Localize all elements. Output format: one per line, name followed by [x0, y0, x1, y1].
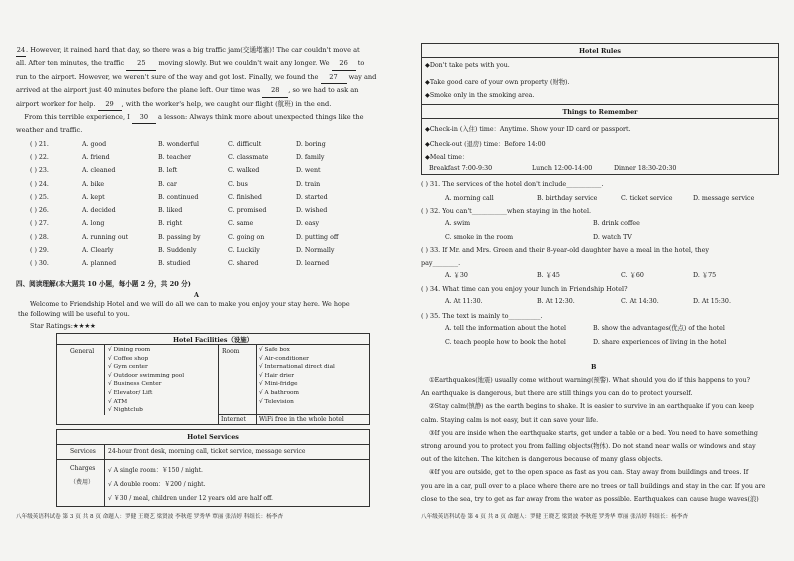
option-c: C. smoke in the room — [445, 234, 514, 241]
choice-number: ( ) 28. — [30, 234, 49, 241]
option-d: D. message service — [693, 195, 755, 202]
facility-item: √ Television — [259, 398, 294, 405]
star-ratings: Star Ratings:★★★★ — [30, 322, 96, 330]
divider — [218, 414, 370, 415]
passage-line-4: arrived at the airport just 40 minutes before the plane left. Our time was 28 , so we had to ask an — [16, 84, 386, 97]
divider — [421, 104, 779, 105]
option-b: B. drink coffee — [593, 220, 640, 227]
charges-list — [108, 464, 273, 506]
right-page — [397, 0, 794, 561]
passage-b-line: calm. Staying calm is not easy, but it can save your life. — [421, 416, 599, 424]
option-b: B. left — [158, 167, 178, 174]
option-b: B. show the advantages(优点) of the hotel — [593, 325, 725, 332]
meal-breakfast: Breakfast 7:00-9:30 — [429, 165, 493, 172]
passage-line-2: all. After ten minutes, the traffic 25 moving slowly. But we couldn't wait any longer. We 26 to — [16, 57, 386, 70]
option-d: D. learned — [296, 260, 330, 267]
passage-b-line: close to the sea, try to get as far away from the water as possible. Earthquakes can cause huge waves(浪) — [421, 495, 759, 503]
part-a-label: A — [194, 291, 199, 299]
option-b: B. passing by — [158, 234, 201, 241]
room-label: Room — [222, 348, 240, 355]
question-32: ( ) 32. You can't___________when staying in the hotel. — [421, 207, 592, 215]
passage-b-line: An earthquake is dangerous, but there are still things you can do to protect yourself. — [421, 390, 693, 398]
passage-line-5: airport worker for help. 29 , with the worker's help, we caught our flight (航班) in the end. — [16, 98, 386, 111]
option-d: D. boring — [296, 141, 326, 148]
option-c: C. teach people how to book the hotel — [445, 339, 566, 346]
option-c: C. going on — [228, 234, 265, 241]
passage-b-line: ④If you are outside, get to the open space as fast as you can. Stay away from buildings and trees. If — [429, 469, 749, 477]
facility-item: √ Coffee shop — [108, 355, 149, 362]
meal-lunch: Lunch 12:00-14:00 — [532, 165, 593, 172]
option-c: C. ￥60 — [621, 272, 644, 279]
facility-item: √ Gym center — [108, 364, 148, 371]
choice-number: ( ) 22. — [30, 154, 49, 161]
option-c: C. At 14:30. — [621, 298, 659, 305]
facilities-title: Hotel Facilities（设施） — [172, 336, 254, 344]
services-value: 24-hour front desk, morning call, ticket service, message service — [108, 448, 306, 455]
question-34: ( ) 34. What time can you enjoy your lunch in Friendship Hotel? — [421, 285, 628, 293]
charge-item: √ A single room：￥150 / night. — [108, 467, 203, 474]
option-a: A. tell the information about the hotel — [445, 325, 567, 332]
option-c: C. bus — [228, 181, 248, 188]
option-c: C. finished — [228, 194, 262, 201]
choice-number: ( ) 27. — [30, 220, 49, 227]
room-list — [259, 346, 335, 406]
option-a: A. swim — [445, 220, 471, 227]
passage-line-3: run to the airport. However, we weren't sure of the way and got lost. Finally, we found the 27 way and — [16, 71, 386, 84]
option-a: A. running out — [82, 234, 129, 241]
option-a: A. cleaned — [82, 167, 116, 174]
option-a: A. kept — [82, 194, 105, 201]
passage-b-line: ③If you are inside when the earthquake starts, get under a table or a bed. You need to have something — [429, 429, 758, 437]
services-title: Hotel Services — [187, 433, 239, 441]
passage — [16, 44, 386, 137]
passage-line-7: weather and traffic. — [16, 126, 83, 135]
passage-b-line: ①Earthquakes(地震) usually come without warning(预警). What should you do if this happens to you? — [429, 377, 750, 384]
option-b: B. continued — [158, 194, 199, 201]
option-b: B. car — [158, 181, 177, 188]
option-d: D. train — [296, 181, 321, 188]
general-list — [108, 346, 184, 415]
option-c: C. ticket service — [621, 195, 673, 202]
rule-item: ◆Smoke only in the smoking area. — [425, 92, 535, 99]
option-d: D. ￥75 — [693, 272, 717, 279]
page-footer: 八年级英语科试卷 第 3 页 共 8 页 命题人：罗健 王晓艺 梁贤波 李秋莲 罗秀华 覃丽 张洁婷 科组长：杨李杏 — [16, 514, 283, 520]
option-d: D. wished — [296, 207, 328, 214]
choice-number: ( ) 24. — [30, 181, 49, 188]
internet-label: Internet — [221, 416, 246, 423]
intro-line-1: Welcome to Friendship Hotel and we will do all we can to make you enjoy your stay here. We hope — [30, 300, 350, 308]
rule-item: ◆Don't take pets with you. — [425, 62, 510, 69]
choice-number: ( ) 23. — [30, 167, 49, 174]
option-c: C. walked — [228, 167, 260, 174]
services-label: Services — [70, 448, 96, 455]
option-b: B. teacher — [158, 154, 191, 161]
charges-label: Charges — [70, 465, 96, 472]
facility-item: √ Elevator/ Lift — [108, 389, 153, 396]
rules-title: Hotel Rules — [578, 47, 622, 55]
remember-item: ◆Meal time： — [425, 154, 469, 161]
option-a: A. bike — [82, 181, 105, 188]
option-b: B. wonderful — [158, 141, 200, 148]
option-a: A. decided — [82, 207, 116, 214]
divider — [421, 57, 779, 58]
section-heading: 四、阅读理解(本大题共 10 小题，每小题 2 分，共 20 分) — [16, 280, 191, 288]
facility-item: √ Safe box — [259, 347, 290, 353]
option-b: B. studied — [158, 260, 191, 267]
facility-item: √ Dining room — [108, 347, 151, 353]
option-d: D. family — [296, 154, 325, 161]
option-d: D. putting off — [296, 234, 339, 241]
divider — [104, 444, 105, 507]
facility-item: √ Mini-fridge — [259, 381, 298, 388]
option-b: B. Suddenly — [158, 247, 197, 254]
facility-item: √ Business Center — [108, 381, 162, 388]
meal-dinner: Dinner 18:30-20:30 — [614, 165, 677, 172]
choice-number: ( ) 25. — [30, 194, 49, 201]
option-b: B. ￥45 — [537, 272, 560, 279]
facility-item: √ A bathroom — [259, 389, 300, 396]
option-b: B. birthday service — [537, 195, 598, 202]
option-d: D. went — [296, 167, 321, 174]
choice-number: ( ) 26. — [30, 207, 49, 214]
option-b: B. right — [158, 220, 183, 227]
rule-item: ◆Take good care of your own property (财物). — [425, 79, 570, 86]
option-a: A. ￥30 — [445, 272, 468, 279]
remember-title: Things to Remember — [562, 108, 638, 116]
passage-b-line: ②Stay calm(镇静) as the earth begins to shake. It is easier to survive in an earthquake if you can keep — [429, 403, 754, 411]
general-label: General — [70, 348, 95, 355]
option-c: C. promised — [228, 207, 267, 214]
charge-item: √ A double room：￥200 / night. — [108, 481, 206, 488]
divider — [421, 118, 779, 119]
option-d: D. share experiences of living in the hotel — [593, 339, 727, 346]
passage-b-line: strong around you to protect you from falling objects(物体). Do not stand near walls or windows and stay — [421, 443, 756, 451]
choice-number: ( ) 30. — [30, 260, 49, 267]
option-d: D. Normally — [296, 247, 335, 254]
option-b: B. At 12:30. — [537, 298, 575, 305]
option-c: C. Luckily — [228, 247, 260, 254]
passage-b-line: you are in a car, pull over to a place where there are no trees or tall buildings and stay in the car. If you are — [421, 482, 766, 490]
facility-item: √ Outdoor swimming pool — [108, 372, 185, 379]
option-c: C. shared — [228, 260, 259, 267]
question-31: ( ) 31. The services of the hotel don't include___________. — [421, 180, 604, 188]
question-35: ( ) 35. The text is mainly to__________. — [421, 312, 543, 320]
charge-item: √ ￥30 / meal, children under 12 years old are half off. — [108, 495, 273, 502]
option-a: A. Clearly — [82, 247, 114, 254]
passage-b-line: out of the kitchen. The kitchen is dangerous because of many glass objects. — [421, 456, 663, 464]
intro-line-2: the following will be useful to you. — [18, 310, 130, 318]
divider — [256, 344, 257, 425]
passage-b — [421, 374, 787, 506]
charges-label-cn: （费用） — [70, 479, 95, 486]
option-b: B. liked — [158, 207, 183, 214]
question-33: ( ) 33. If Mr. and Mrs. Green and their 8-year-old daughter have a meal in the hotel, they — [421, 246, 710, 254]
option-c: C. classmate — [228, 154, 269, 161]
remember-item: ◆Check-out (退房) time：Before 14:00 — [425, 141, 546, 148]
option-a: A. morning call — [445, 195, 494, 202]
facility-item: √ International direct dial — [259, 364, 335, 371]
option-c: C. difficult — [228, 141, 262, 148]
facility-item: √ Nightclub — [108, 407, 143, 414]
choice-number: ( ) 29. — [30, 247, 49, 254]
option-a: A. friend — [82, 154, 110, 161]
remember-item: ◆Check-in (入住) time：Anytime. Show your ID card or passport. — [425, 126, 631, 133]
choice-number: ( ) 21. — [30, 141, 49, 148]
option-a: A. planned — [82, 260, 117, 267]
option-d: D. At 15:30. — [693, 298, 731, 305]
divider — [218, 344, 219, 425]
option-c: C. same — [228, 220, 254, 227]
page-footer: 八年级英语科试卷 第 4 页 共 8 页 命题人：罗健 王晓艺 梁贤波 李秋莲 罗秀华 覃丽 张洁婷 科组长：杨李杏 — [421, 514, 688, 520]
internet-value: WiFi free in the whole hotel — [259, 416, 344, 423]
facility-item: √ ATM — [108, 398, 128, 405]
question-33-cont: pay________. — [421, 259, 461, 267]
option-a: A. long — [82, 220, 105, 227]
option-d: D. easy — [296, 220, 320, 227]
passage-line-1: 24. However, it rained hard that day, so there was a big traffic jam(交通堵塞)! The car couldn't move at — [16, 44, 386, 57]
part-b-label: B — [591, 363, 597, 371]
passage-line-6: From this terrible experience, I 30 a lesson: Always think more about unexpected things like the — [16, 111, 386, 124]
option-d: D. watch TV — [593, 234, 632, 241]
option-a: A. good — [82, 141, 107, 148]
facility-item: √ Hair drier — [259, 372, 295, 379]
facility-item: √ Air-conditioner — [259, 355, 309, 362]
option-a: A. At 11:30. — [445, 298, 483, 305]
divider — [104, 344, 105, 415]
option-d: D. started — [296, 194, 328, 201]
